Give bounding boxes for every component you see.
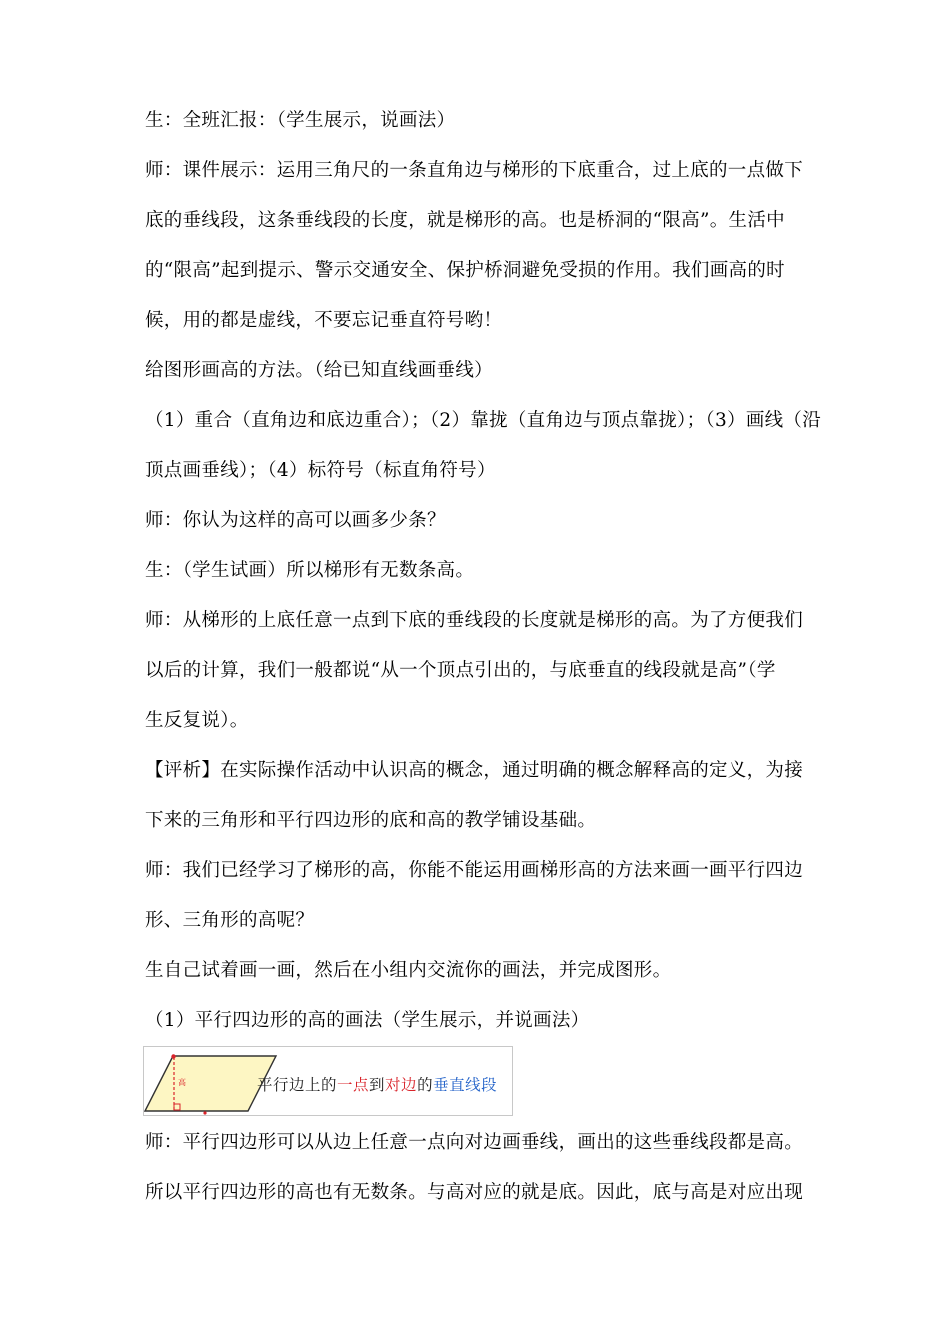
text-line: 师：平行四边形可以从边上任意一点向对边画垂线，画出的这些垂线段都是高。 [145, 1132, 804, 1153]
text-line: 生反复说）。 [145, 710, 249, 731]
text-line: 生：全班汇报：（学生展示，说画法） [145, 110, 456, 131]
text-line: 师：我们已经学习了梯形的高，你能不能运用画梯形高的方法来画一画平行四边 [145, 860, 804, 881]
text-line: （1）平行四边形的高的画法（学生展示，并说画法） [145, 1010, 590, 1031]
text-line: 师：课件展示：运用三角尺的一条直角边与梯形的下底重合，过上底的一点做下 [145, 160, 804, 181]
text-line: 的“限高”起到提示、警示交通安全、保护桥洞避免受损的作用。我们画高的时 [145, 260, 785, 281]
text-line: 给图形画高的方法。（给已知直线画垂线） [145, 360, 493, 381]
text-line: 【评析】在实际操作活动中认识高的概念，通过明确的概念解释高的定义，为接 [145, 760, 804, 781]
text-line: （1）重合（直角边和底边重合）；（2）靠拢（直角边与顶点靠拢）；（3）画线（沿 [145, 410, 822, 431]
caption-part: 到 [369, 1076, 386, 1094]
caption-part: 对边 [385, 1076, 418, 1094]
text-line: 以后的计算，我们一般都说“从一个顶点引出的，与底垂直的线段就是高”（学 [145, 660, 776, 681]
text-line: 师：你认为这样的高可以画多少条？ [145, 510, 446, 531]
caption-part: 的 [417, 1076, 434, 1094]
text-line: 生自己试着画一画，然后在小组内交流你的画法，并完成图形。 [145, 960, 672, 981]
text-line: 下来的三角形和平行四边形的底和高的教学铺设基础。 [145, 810, 597, 831]
parallelogram-height-figure [143, 1046, 513, 1116]
top-point-dot [171, 1054, 175, 1058]
bottom-point-dot [203, 1111, 206, 1114]
caption-part: 一点 [337, 1076, 370, 1094]
caption-part: 垂直线段 [433, 1076, 498, 1094]
text-line: 底的垂线段，这条垂线段的长度，就是梯形的高。也是桥洞的“限高”。生活中 [145, 210, 785, 231]
text-line: 候，用的都是虚线，不要忘记垂直符号哟！ [145, 310, 503, 331]
text-line: 形、三角形的高呢？ [145, 910, 315, 931]
text-line: 生：（学生试画）所以梯形有无数条高。 [145, 560, 475, 581]
caption-part: 平行边上的 [257, 1076, 338, 1094]
figure-caption [257, 1075, 497, 1095]
text-line: 师：从梯形的上底任意一点到下底的垂线段的长度就是梯形的高。为了方便我们 [145, 610, 804, 631]
text-line: 顶点画垂线）；（4）标符号（标直角符号） [145, 460, 496, 481]
text-line: 所以平行四边形的高也有无数条。与高对应的就是底。因此，底与高是对应出现 [145, 1182, 804, 1203]
height-label: 高 [178, 1078, 186, 1087]
